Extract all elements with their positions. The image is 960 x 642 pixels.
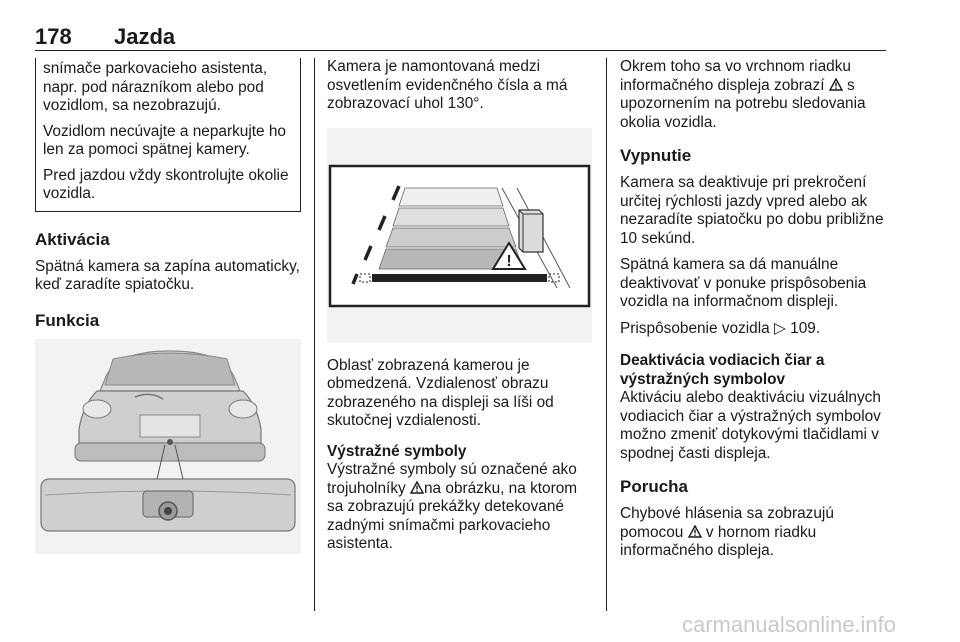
warning-triangle-icon — [829, 78, 843, 91]
page-ref-arrow-icon: ▷ — [774, 319, 786, 337]
column-divider — [606, 58, 607, 611]
deactivation-heading: Deaktivácia vodiacich čiar a výstražných symbolov — [620, 352, 825, 388]
svg-text:!: ! — [506, 252, 512, 270]
camera-limit-text: Oblasť zobrazená kamerou je obmedzená. Vzdialenosť obrazu zobrazeného na displeji sa líši od skutočnej vzdialenosti. — [327, 356, 554, 429]
off-heading: Vypnutie — [620, 146, 692, 165]
column-divider — [314, 58, 315, 611]
activation-heading: Aktivácia — [35, 229, 110, 249]
watermark: carmanualsonline.info — [682, 612, 897, 637]
camera-intro: Kamera je namontovaná medzi osvetlením evidenčného čísla a má zobrazovací uhol 130°. — [327, 58, 568, 112]
warning-paragraph: snímače parkovacieho asistenta, napr. pod nárazníkom alebo pod vozidlom, sa nezobrazujú. — [43, 60, 268, 114]
page-header — [35, 0, 886, 51]
off-text-2: Spätná kamera sa dá manuálne deaktivovať v ponuke prispôsobenia vozidla na informačnom displeji. — [620, 256, 867, 310]
camera-display-illustration — [327, 128, 592, 343]
column-right — [620, 58, 888, 569]
warning-symbols-heading: Výstražné symboly — [327, 442, 467, 460]
warning-paragraph: Pred jazdou vždy skontrolujte okolie vozidla. — [43, 166, 289, 202]
car-rear-camera-illustration — [35, 339, 301, 554]
warning-paragraph: Vozidlom necúvajte a neparkujte ho len za pomoci spätnej kamery. — [43, 122, 286, 158]
chapter-title: Jazda — [114, 24, 176, 49]
warning-triangle-icon — [688, 525, 702, 538]
warning-triangle-icon — [410, 481, 424, 494]
off-reference: Prispôsobenie vozidla ▷ 109. — [620, 319, 821, 337]
column-middle — [327, 58, 592, 562]
off-text-1: Kamera sa deaktivuje pri prekročení určitej rýchlosti jazdy vpred alebo ak nezaradíte spiatočku po dobu približne 10 sekúnd. — [620, 174, 884, 247]
warning-symbols-text: Výstražné symboly sú označené ako trojuholníky na obrázku, na ktorom sa zobrazujú prekážky detekované zadnými snímačmi parkovacieho asistenta. — [327, 461, 578, 552]
page-number: 178 — [35, 24, 72, 49]
warning-box — [35, 58, 301, 212]
top-row-text: Okrem toho sa vo vrchnom riadku informačného displeja zobrazí s upozornením na potrebu sledovania okolia vozidla. — [620, 58, 866, 131]
fault-text: Chybové hlásenia sa zobrazujú pomocou v hornom riadku informačného displeja. — [620, 505, 834, 559]
column-left — [35, 58, 301, 554]
fault-heading: Porucha — [620, 477, 689, 496]
function-heading: Funkcia — [35, 310, 100, 330]
deactivation-text: Aktiváciu alebo deaktiváciu vizuálnych vodiacich čiar a výstražných symbolov možno zmeniť dotykovými tlačidlami v spodnej časti displeja. — [620, 389, 881, 462]
activation-text: Spätná kamera sa zapína automaticky, keď zaradíte spiatočku. — [35, 257, 300, 293]
